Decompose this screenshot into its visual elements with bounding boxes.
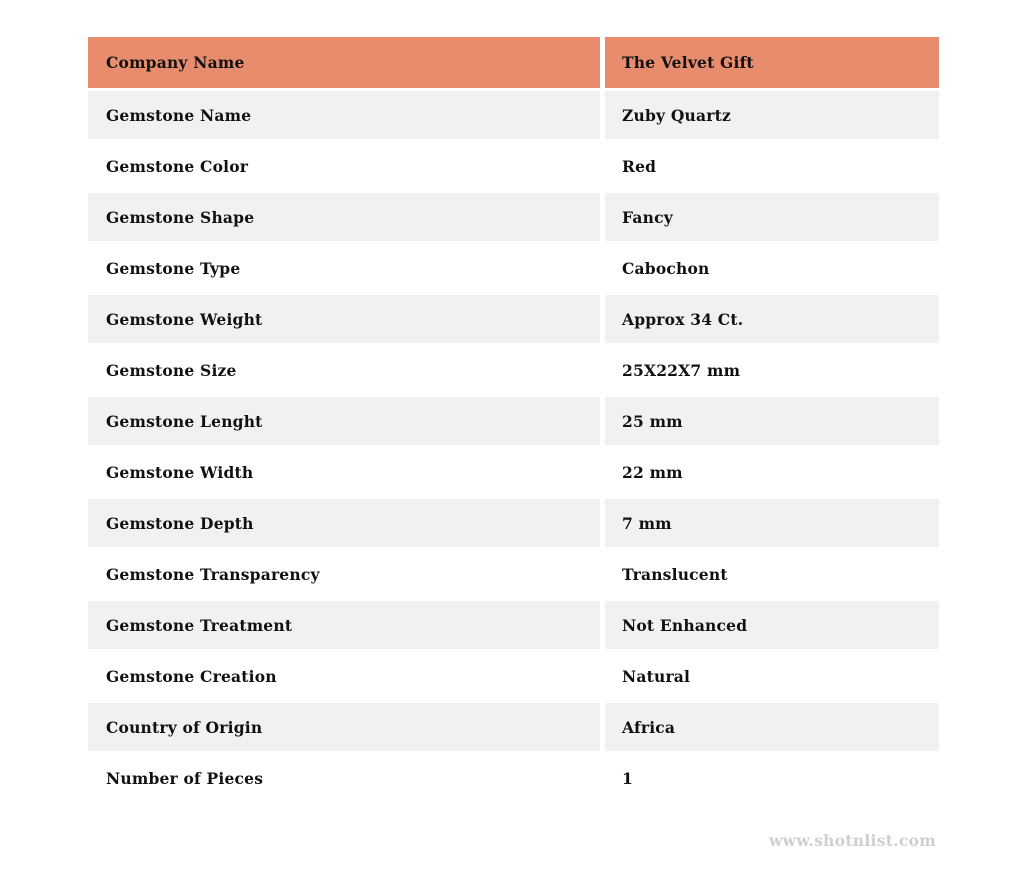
spec-label: Gemstone Transparency	[88, 550, 600, 598]
table-row	[88, 397, 939, 445]
spec-value: 1	[605, 754, 939, 802]
spec-value: 25X22X7 mm	[605, 346, 939, 394]
header-label-cell: Company Name	[88, 37, 600, 88]
header-value-cell: The Velvet Gift	[605, 37, 939, 88]
spec-value: 22 mm	[605, 448, 939, 496]
table-row	[88, 244, 939, 292]
spec-label: Gemstone Creation	[88, 652, 600, 700]
gemstone-spec-table	[88, 37, 939, 805]
table-row	[88, 703, 939, 751]
spec-label: Gemstone Treatment	[88, 601, 600, 649]
spec-value: Not Enhanced	[605, 601, 939, 649]
table-row	[88, 601, 939, 649]
spec-value: Translucent	[605, 550, 939, 598]
spec-value: Red	[605, 142, 939, 190]
spec-label: Country of Origin	[88, 703, 600, 751]
table-row	[88, 499, 939, 547]
spec-value: Fancy	[605, 193, 939, 241]
table-row	[88, 193, 939, 241]
table-row	[88, 91, 939, 139]
spec-value: 25 mm	[605, 397, 939, 445]
spec-label: Gemstone Weight	[88, 295, 600, 343]
table-row	[88, 652, 939, 700]
spec-label: Gemstone Name	[88, 91, 600, 139]
table-row	[88, 754, 939, 802]
spec-value: Approx 34 Ct.	[605, 295, 939, 343]
spec-value: Africa	[605, 703, 939, 751]
table-row	[88, 550, 939, 598]
spec-label: Gemstone Color	[88, 142, 600, 190]
spec-label: Number of Pieces	[88, 754, 600, 802]
table-row	[88, 346, 939, 394]
spec-label: Gemstone Depth	[88, 499, 600, 547]
spec-value: 7 mm	[605, 499, 939, 547]
spec-label: Gemstone Lenght	[88, 397, 600, 445]
spec-label: Gemstone Size	[88, 346, 600, 394]
table-row	[88, 142, 939, 190]
spec-value: Zuby Quartz	[605, 91, 939, 139]
spec-label: Gemstone Type	[88, 244, 600, 292]
spec-label: Gemstone Shape	[88, 193, 600, 241]
watermark-text: www.shotnlist.com	[769, 831, 936, 850]
table-header-row	[88, 37, 939, 88]
spec-label: Gemstone Width	[88, 448, 600, 496]
spec-value: Cabochon	[605, 244, 939, 292]
spec-value: Natural	[605, 652, 939, 700]
table-row	[88, 448, 939, 496]
table-row	[88, 295, 939, 343]
